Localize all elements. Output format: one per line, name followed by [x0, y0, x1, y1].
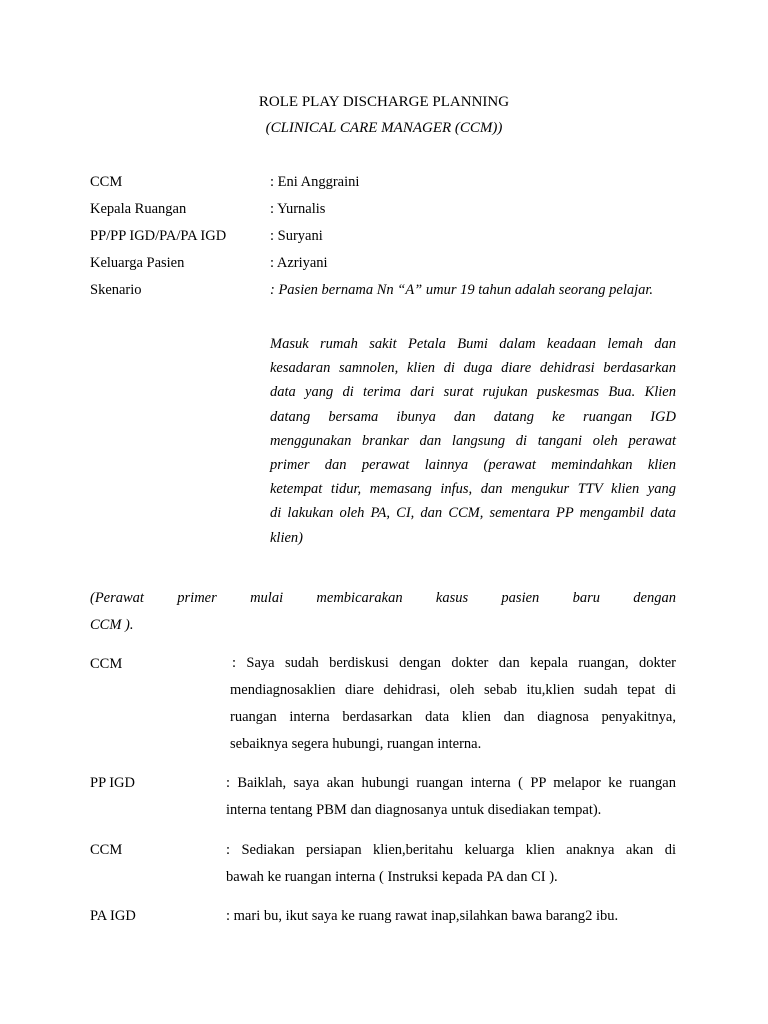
dialogue-line: ruangan interna berdasarkan data klien dan diagnosa penyakitnya,: [230, 709, 676, 725]
dialogue-speaker: PP IGD: [90, 775, 135, 791]
stage-direction-line: CCM ).: [90, 617, 134, 633]
scenario-line: primer dan perawat lainnya (perawat memindahkan klien: [270, 456, 676, 473]
scenario-line: Masuk rumah sakit Petala Bumi dalam keadaan lemah dan: [270, 336, 676, 352]
role-label: Skenario: [90, 282, 142, 298]
dialogue-text: [226, 770, 676, 824]
role-label: Kepala Ruangan: [90, 201, 187, 217]
dialogue-line: : Sediakan persiapan klien,beritahu keluarga klien anaknya akan di: [226, 842, 676, 858]
dialogue-line: mendiagnosaklien diare dehidrasi, oleh sebab itu,klien sudah tepat di: [230, 682, 676, 698]
dialogue-line: bawah ke ruangan interna ( Instruksi kepada PA dan CI ).: [226, 869, 558, 885]
scenario-line: klien): [270, 529, 304, 546]
dialogue-text: [226, 837, 676, 891]
dialogue-line: : mari bu, ikut saya ke ruang rawat inap,silahkan bawa barang2 ibu.: [226, 908, 619, 924]
dialogue-speaker: PA IGD: [90, 908, 136, 924]
scenario-line: kesadaran samnolen, klien di duga diare dehidrasi berdasarkan: [270, 360, 676, 377]
document-title: ROLE PLAY DISCHARGE PLANNING: [258, 94, 510, 110]
scenario-line: datang bersama ibunya dan datang ke ruangan IGD: [270, 408, 676, 425]
role-value: : Eni Anggraini: [270, 174, 360, 190]
stage-direction: [90, 585, 676, 639]
role-value: : Azriyani: [270, 255, 328, 271]
dialogue-line: : Baiklah, saya akan hubungi ruangan interna ( PP melapor ke ruangan: [226, 775, 676, 791]
scenario-line: ketempat tidur, memasang infus, dan mengukur TTV klien yang: [270, 481, 676, 498]
role-label: PP/PP IGD/PA/PA IGD: [90, 228, 227, 244]
dialogue-line: interna tentang PBM dan diagnosanya untuk disediakan tempat).: [226, 802, 602, 818]
document-subtitle: (CLINICAL CARE MANAGER (CCM)): [265, 120, 503, 136]
dialogue-text: [230, 650, 676, 758]
scenario-intro: : Pasien bernama Nn “A” umur 19 tahun adalah seorang pelajar.: [270, 282, 654, 298]
dialogue-speaker: CCM: [90, 842, 123, 858]
dialogue-speaker: CCM: [90, 656, 123, 672]
role-label: Keluarga Pasien: [90, 255, 185, 271]
stage-direction-line: (Perawat primer mulai membicarakan kasus pasien baru dengan: [90, 590, 676, 606]
role-label: CCM: [90, 174, 123, 190]
role-value: : Suryani: [270, 228, 323, 244]
scenario-paragraph: [270, 332, 676, 550]
scenario-line: di lakukan oleh PA, CI, dan CCM, sementara PP mengambil data: [270, 505, 676, 522]
scenario-line: data yang di terima dari surat rujukan puskesmas Bua. Klien: [270, 384, 676, 401]
dialogue-line: sebaiknya segera hubungi, ruangan interna.: [230, 736, 482, 752]
scenario-line: menggunakan brankar dan langsung di tangani oleh perawat: [270, 432, 676, 449]
role-value: : Yurnalis: [270, 201, 326, 217]
dialogue-line: : Saya sudah berdiskusi dengan dokter dan kepala ruangan, dokter: [232, 655, 676, 671]
